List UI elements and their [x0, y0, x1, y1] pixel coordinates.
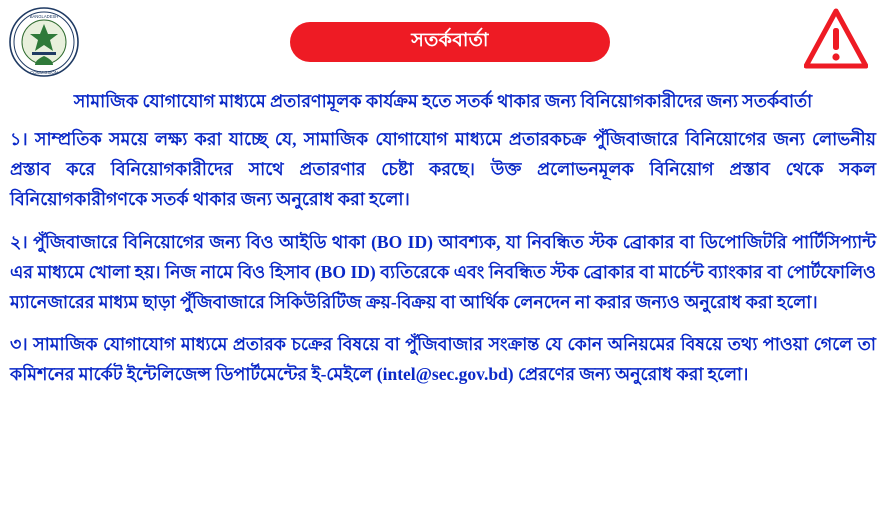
notice-body	[0, 88, 886, 389]
svg-text:COMMISSION: COMMISSION	[30, 70, 58, 75]
page-title: সামাজিক যোগাযোগ মাধ্যমে প্রতারণামূলক কার্যক্রম হতে সতর্ক থাকার জন্য বিনিয়োগকারীদের জন্য সতর্কবার্তা	[73, 91, 813, 111]
warning-banner-label: সতর্কবার্তা	[290, 22, 610, 62]
svg-text:BANGLADESH: BANGLADESH	[29, 14, 59, 19]
paragraph-1: ১। সাম্প্রতিক সময়ে লক্ষ্য করা যাচ্ছে যে, সামাজিক যোগাযোগ মাধ্যমে প্রতারকচক্র পুঁজিবাজারে বিনিয়োগের জন্য লোভনীয় প্রস্তাব করে বিনিয়োগকারীদের সাথে প্রতারণার চেষ্টা করছে। উক্ত প্রলোভনমূলক বিনিয়োগ প্রস্তাব থেকে সকল বিনিয়োগকারীগণকে সতর্ক থাকার জন্য অনুরোধ করা হলো।	[10, 129, 876, 210]
bsec-seal-logo	[8, 6, 80, 78]
warning-triangle-icon	[804, 8, 868, 70]
paragraph-2: ২। পুঁজিবাজারে বিনিয়োগের জন্য বিও আইডি থাকা (BO ID) আবশ্যক, যা নিবন্ধিত স্টক ব্রোকার বা ডিপোজিটরি পার্টিসিপ্যান্ট এর মাধ্যমে খোলা হয়। নিজ নামে বিও হিসাব (BO ID) ব্যতিরেকে এবং নিবন্ধিত স্টক ব্রোকার বা মার্চেন্ট ব্যাংকার বা পোর্টফোলিও ম্যানেজারের মাধ্যম ছাড়া পুঁজিবাজারে সিকিউরিটিজ ক্রয়-বিক্রয় বা আর্থিক লেনদেন না করার জন্যও অনুরোধ করা হলো।	[10, 231, 876, 312]
paragraph-3: ৩। সামাজিক যোগাযোগ মাধ্যমে প্রতারক চক্রের বিষয়ে বা পুঁজিবাজার সংক্রান্ত যে কোন অনিয়মের বিষয়ে তথ্য পাওয়া গেলে তা কমিশনের মার্কেট ইন্টেলিজেন্স ডিপার্টমেন্টের ই-মেইলে (intel@sec.gov.bd) প্রেরণের জন্য অনুরোধ করা হলো।	[10, 333, 876, 384]
page-header	[0, 0, 886, 86]
warning-banner	[290, 22, 610, 62]
